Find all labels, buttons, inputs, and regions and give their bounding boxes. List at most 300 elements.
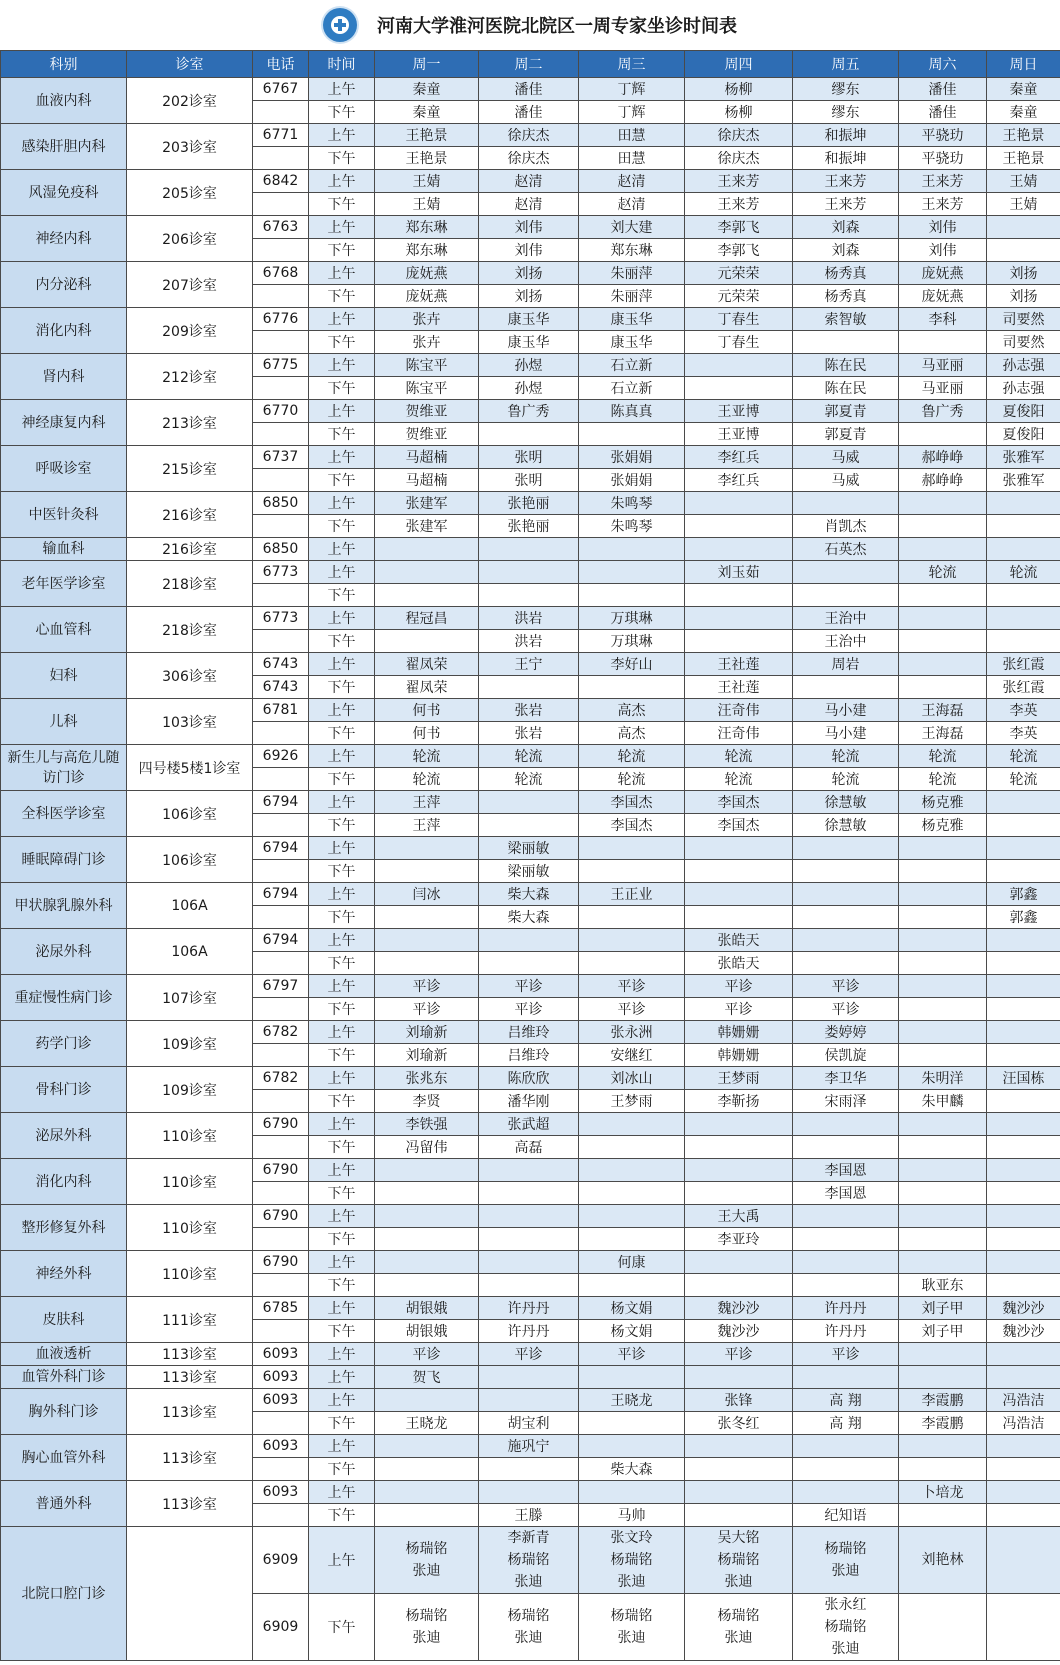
doctor-cell: 杨克雅 xyxy=(899,791,987,814)
room-cell: 110诊室 xyxy=(127,1205,253,1251)
time-cell: 下午 xyxy=(309,676,375,699)
doctor-cell: 王婧 xyxy=(375,193,479,216)
doctor-cell: 何书 xyxy=(375,699,479,722)
table-row xyxy=(1,1297,1060,1320)
doctor-cell xyxy=(987,1527,1060,1594)
doctor-cell xyxy=(987,1251,1060,1274)
doctor-cell: 贺维亚 xyxy=(375,400,479,423)
doctor-cell: 韩姗姗 xyxy=(685,1021,793,1044)
phone-cell: 6842 xyxy=(253,170,309,193)
table-row xyxy=(1,1527,1060,1594)
doctor-cell: 王滕 xyxy=(479,1504,579,1527)
phone-cell: 6737 xyxy=(253,446,309,469)
department-cell: 血液内科 xyxy=(1,78,127,124)
doctor-cell: 石立新 xyxy=(579,377,685,400)
doctor-cell: 杨秀真 xyxy=(793,262,899,285)
doctor-cell xyxy=(793,331,899,354)
doctor-cell: 杨瑞铭 张迪 xyxy=(479,1594,579,1661)
doctor-cell xyxy=(685,607,793,630)
doctor-cell xyxy=(899,929,987,952)
doctor-cell xyxy=(987,515,1060,538)
doctor-cell xyxy=(479,423,579,446)
doctor-cell xyxy=(479,1251,579,1274)
doctor-cell: 郑东琳 xyxy=(375,239,479,262)
doctor-cell xyxy=(479,584,579,607)
doctor-cell: 李卫华 xyxy=(793,1067,899,1090)
doctor-cell: 孙煜 xyxy=(479,377,579,400)
doctor-cell xyxy=(375,1435,479,1458)
table-row xyxy=(1,1159,1060,1182)
doctor-cell: 汪国栋 xyxy=(987,1067,1060,1090)
doctor-cell xyxy=(987,1594,1060,1661)
doctor-cell: 轮流 xyxy=(579,745,685,768)
doctor-cell: 徐慧敏 xyxy=(793,814,899,837)
time-cell: 上午 xyxy=(309,354,375,377)
table-row xyxy=(1,538,1060,561)
schedule-body xyxy=(1,78,1060,1661)
doctor-cell xyxy=(899,883,987,906)
doctor-cell: 张皓天 xyxy=(685,952,793,975)
doctor-cell: 徐庆杰 xyxy=(479,147,579,170)
doctor-cell xyxy=(579,1182,685,1205)
doctor-cell: 侯凯旋 xyxy=(793,1044,899,1067)
department-cell: 老年医学诊室 xyxy=(1,561,127,607)
doctor-cell: 肖凯杰 xyxy=(793,515,899,538)
doctor-cell: 康玉华 xyxy=(579,331,685,354)
doctor-cell: 徐庆杰 xyxy=(685,124,793,147)
doctor-cell xyxy=(899,331,987,354)
phone-cell xyxy=(253,1090,309,1113)
room-cell: 218诊室 xyxy=(127,607,253,653)
doctor-cell: 潘佳 xyxy=(479,78,579,101)
doctor-cell xyxy=(685,354,793,377)
doctor-cell xyxy=(987,860,1060,883)
doctor-cell xyxy=(375,837,479,860)
phone-cell xyxy=(253,952,309,975)
doctor-cell: 何康 xyxy=(579,1251,685,1274)
doctor-cell xyxy=(685,630,793,653)
doctor-cell: 王晓龙 xyxy=(375,1412,479,1435)
department-cell: 神经外科 xyxy=(1,1251,127,1297)
doctor-cell xyxy=(685,1366,793,1389)
doctor-cell xyxy=(793,883,899,906)
time-cell: 下午 xyxy=(309,193,375,216)
doctor-cell: 徐慧敏 xyxy=(793,791,899,814)
doctor-cell: 陈在民 xyxy=(793,354,899,377)
time-cell: 下午 xyxy=(309,469,375,492)
doctor-cell: 陈欣欣 xyxy=(479,1067,579,1090)
time-cell: 上午 xyxy=(309,446,375,469)
time-cell: 下午 xyxy=(309,584,375,607)
doctor-cell: 娄婷婷 xyxy=(793,1021,899,1044)
phone-cell: 6850 xyxy=(253,492,309,515)
doctor-cell xyxy=(375,1458,479,1481)
doctor-cell xyxy=(899,1228,987,1251)
doctor-cell xyxy=(579,952,685,975)
phone-cell xyxy=(253,1504,309,1527)
table-row xyxy=(1,446,1060,469)
doctor-cell: 轮流 xyxy=(899,768,987,791)
doctor-cell: 王治中 xyxy=(793,630,899,653)
doctor-cell: 康玉华 xyxy=(579,308,685,331)
doctor-cell: 司要然 xyxy=(987,331,1060,354)
department-cell: 肾内科 xyxy=(1,354,127,400)
phone-cell xyxy=(253,1274,309,1297)
doctor-cell xyxy=(685,538,793,561)
phone-cell: 6794 xyxy=(253,791,309,814)
doctor-cell xyxy=(793,1205,899,1228)
doctor-cell: 朱丽萍 xyxy=(579,262,685,285)
doctor-cell xyxy=(899,538,987,561)
time-cell: 下午 xyxy=(309,1320,375,1343)
time-cell: 上午 xyxy=(309,1527,375,1594)
doctor-cell xyxy=(579,860,685,883)
time-cell: 下午 xyxy=(309,285,375,308)
doctor-cell: 丁辉 xyxy=(579,78,685,101)
doctor-cell: 和振坤 xyxy=(793,124,899,147)
doctor-cell: 杨秀真 xyxy=(793,285,899,308)
time-cell: 上午 xyxy=(309,1389,375,1412)
doctor-cell: 王来芳 xyxy=(793,193,899,216)
column-header: 周二 xyxy=(479,51,579,78)
doctor-cell: 索智敏 xyxy=(793,308,899,331)
hospital-logo-icon xyxy=(323,8,357,42)
doctor-cell xyxy=(579,561,685,584)
room-cell: 113诊室 xyxy=(127,1343,253,1366)
phone-cell: 6850 xyxy=(253,538,309,561)
phone-cell: 6093 xyxy=(253,1343,309,1366)
doctor-cell: 王萍 xyxy=(375,814,479,837)
doctor-cell xyxy=(899,906,987,929)
doctor-cell xyxy=(375,1251,479,1274)
doctor-cell: 李国杰 xyxy=(579,791,685,814)
doctor-cell: 平诊 xyxy=(579,975,685,998)
phone-cell xyxy=(253,193,309,216)
room-cell: 107诊室 xyxy=(127,975,253,1021)
department-cell: 中医针灸科 xyxy=(1,492,127,538)
doctor-cell: 平诊 xyxy=(375,998,479,1021)
doctor-cell: 轮流 xyxy=(793,768,899,791)
time-cell: 下午 xyxy=(309,906,375,929)
doctor-cell xyxy=(685,1274,793,1297)
doctor-cell: 李英 xyxy=(987,722,1060,745)
doctor-cell: 田慧 xyxy=(579,124,685,147)
doctor-cell: 马帅 xyxy=(579,1504,685,1527)
doctor-cell xyxy=(579,1481,685,1504)
doctor-cell xyxy=(579,929,685,952)
doctor-cell: 李郭飞 xyxy=(685,239,793,262)
schedule-table xyxy=(0,50,1060,1661)
doctor-cell: 潘佳 xyxy=(899,101,987,124)
department-cell: 神经内科 xyxy=(1,216,127,262)
doctor-cell xyxy=(479,929,579,952)
doctor-cell xyxy=(987,1136,1060,1159)
table-row xyxy=(1,354,1060,377)
doctor-cell: 魏沙沙 xyxy=(685,1320,793,1343)
doctor-cell: 陈宝平 xyxy=(375,377,479,400)
phone-cell xyxy=(253,1182,309,1205)
doctor-cell: 轮流 xyxy=(685,768,793,791)
doctor-cell: 李国杰 xyxy=(685,791,793,814)
table-row xyxy=(1,1481,1060,1504)
doctor-cell: 张雅军 xyxy=(987,446,1060,469)
column-header: 周六 xyxy=(899,51,987,78)
doctor-cell xyxy=(479,676,579,699)
doctor-cell xyxy=(685,515,793,538)
doctor-cell: 杨瑞铭 张迪 xyxy=(579,1594,685,1661)
doctor-cell xyxy=(899,952,987,975)
doctor-cell: 平诊 xyxy=(579,998,685,1021)
doctor-cell xyxy=(579,1435,685,1458)
time-cell: 上午 xyxy=(309,883,375,906)
time-cell: 下午 xyxy=(309,1594,375,1661)
table-row xyxy=(1,1113,1060,1136)
doctor-cell: 李国恩 xyxy=(793,1182,899,1205)
column-header: 电话 xyxy=(253,51,309,78)
phone-cell: 6093 xyxy=(253,1435,309,1458)
table-row xyxy=(1,883,1060,906)
table-row xyxy=(1,124,1060,147)
doctor-cell: 安继红 xyxy=(579,1044,685,1067)
doctor-cell: 王来芳 xyxy=(685,170,793,193)
doctor-cell: 何书 xyxy=(375,722,479,745)
doctor-cell: 平骁玏 xyxy=(899,147,987,170)
time-cell: 上午 xyxy=(309,538,375,561)
doctor-cell xyxy=(479,1228,579,1251)
doctor-cell: 轮流 xyxy=(375,745,479,768)
doctor-cell: 纪知语 xyxy=(793,1504,899,1527)
doctor-cell: 李英 xyxy=(987,699,1060,722)
doctor-cell: 赵清 xyxy=(479,193,579,216)
doctor-cell: 杨瑞铭 张迪 xyxy=(375,1527,479,1594)
doctor-cell xyxy=(375,1274,479,1297)
phone-cell xyxy=(253,285,309,308)
doctor-cell: 高杰 xyxy=(579,722,685,745)
doctor-cell: 张娟娟 xyxy=(579,446,685,469)
doctor-cell xyxy=(899,1458,987,1481)
doctor-cell: 胡宝利 xyxy=(479,1412,579,1435)
doctor-cell xyxy=(899,515,987,538)
doctor-cell: 朱鸣琴 xyxy=(579,515,685,538)
doctor-cell xyxy=(899,492,987,515)
phone-cell xyxy=(253,906,309,929)
doctor-cell xyxy=(685,906,793,929)
doctor-cell: 李亚玲 xyxy=(685,1228,793,1251)
time-cell: 上午 xyxy=(309,1343,375,1366)
table-row xyxy=(1,170,1060,193)
doctor-cell xyxy=(375,906,479,929)
phone-cell xyxy=(253,722,309,745)
doctor-cell: 王社莲 xyxy=(685,676,793,699)
doctor-cell: 刘子甲 xyxy=(899,1320,987,1343)
doctor-cell: 刘森 xyxy=(793,216,899,239)
doctor-cell xyxy=(579,538,685,561)
doctor-cell xyxy=(987,952,1060,975)
doctor-cell: 郭夏青 xyxy=(793,423,899,446)
doctor-cell: 王来芳 xyxy=(793,170,899,193)
doctor-cell: 平诊 xyxy=(685,998,793,1021)
doctor-cell: 王婧 xyxy=(375,170,479,193)
room-cell: 207诊室 xyxy=(127,262,253,308)
time-cell: 上午 xyxy=(309,78,375,101)
doctor-cell: 杨克雅 xyxy=(899,814,987,837)
doctor-cell: 王艳景 xyxy=(375,124,479,147)
doctor-cell: 万琪琳 xyxy=(579,630,685,653)
column-header: 时间 xyxy=(309,51,375,78)
doctor-cell: 杨文娟 xyxy=(579,1320,685,1343)
doctor-cell: 张岩 xyxy=(479,722,579,745)
doctor-cell: 张艳丽 xyxy=(479,515,579,538)
doctor-cell xyxy=(479,1182,579,1205)
doctor-cell xyxy=(793,837,899,860)
doctor-cell xyxy=(375,929,479,952)
doctor-cell: 丁春生 xyxy=(685,308,793,331)
table-row xyxy=(1,78,1060,101)
phone-cell: 6771 xyxy=(253,124,309,147)
department-cell: 呼吸诊室 xyxy=(1,446,127,492)
doctor-cell: 冯留伟 xyxy=(375,1136,479,1159)
table-row xyxy=(1,1389,1060,1412)
doctor-cell: 王大禹 xyxy=(685,1205,793,1228)
doctor-cell: 杨文娟 xyxy=(579,1297,685,1320)
room-cell: 113诊室 xyxy=(127,1389,253,1435)
room-cell: 209诊室 xyxy=(127,308,253,354)
time-cell: 上午 xyxy=(309,1113,375,1136)
doctor-cell xyxy=(375,952,479,975)
doctor-cell xyxy=(987,538,1060,561)
doctor-cell: 刘伟 xyxy=(479,216,579,239)
phone-cell: 6790 xyxy=(253,1159,309,1182)
doctor-cell: 郝峥峥 xyxy=(899,446,987,469)
doctor-cell: 秦童 xyxy=(375,78,479,101)
doctor-cell: 郝峥峥 xyxy=(899,469,987,492)
doctor-cell: 杨瑞铭 张迪 xyxy=(685,1594,793,1661)
doctor-cell: 李新青 杨瑞铭 张迪 xyxy=(479,1527,579,1594)
doctor-cell xyxy=(793,1458,899,1481)
doctor-cell xyxy=(899,423,987,446)
doctor-cell xyxy=(479,1458,579,1481)
time-cell: 下午 xyxy=(309,423,375,446)
doctor-cell: 王来芳 xyxy=(685,193,793,216)
room-cell: 306诊室 xyxy=(127,653,253,699)
doctor-cell xyxy=(685,1182,793,1205)
table-row xyxy=(1,653,1060,676)
doctor-cell: 元荣荣 xyxy=(685,285,793,308)
doctor-cell xyxy=(375,1481,479,1504)
doctor-cell xyxy=(987,1090,1060,1113)
doctor-cell: 马亚丽 xyxy=(899,354,987,377)
time-cell: 下午 xyxy=(309,998,375,1021)
time-cell: 下午 xyxy=(309,1090,375,1113)
doctor-cell xyxy=(793,492,899,515)
doctor-cell: 张永红 杨瑞铭 张迪 xyxy=(793,1594,899,1661)
doctor-cell xyxy=(987,492,1060,515)
doctor-cell xyxy=(375,1205,479,1228)
doctor-cell xyxy=(987,1504,1060,1527)
doctor-cell xyxy=(987,1205,1060,1228)
phone-cell xyxy=(253,630,309,653)
column-header: 周四 xyxy=(685,51,793,78)
doctor-cell: 朱明洋 xyxy=(899,1067,987,1090)
doctor-cell: 韩姗姗 xyxy=(685,1044,793,1067)
room-cell: 109诊室 xyxy=(127,1067,253,1113)
doctor-cell: 轮流 xyxy=(793,745,899,768)
doctor-cell xyxy=(899,1366,987,1389)
doctor-cell: 魏沙沙 xyxy=(987,1297,1060,1320)
doctor-cell xyxy=(987,814,1060,837)
doctor-cell xyxy=(899,1136,987,1159)
doctor-cell xyxy=(479,1274,579,1297)
doctor-cell xyxy=(899,1594,987,1661)
room-cell: 106A xyxy=(127,929,253,975)
doctor-cell xyxy=(479,1366,579,1389)
time-cell: 下午 xyxy=(309,722,375,745)
doctor-cell: 轮流 xyxy=(987,768,1060,791)
doctor-cell: 吴大铭 杨瑞铭 张迪 xyxy=(685,1527,793,1594)
department-cell: 整形修复外科 xyxy=(1,1205,127,1251)
phone-cell: 6790 xyxy=(253,1205,309,1228)
doctor-cell: 杨柳 xyxy=(685,78,793,101)
doctor-cell: 王婧 xyxy=(987,170,1060,193)
doctor-cell xyxy=(987,630,1060,653)
doctor-cell xyxy=(685,860,793,883)
doctor-cell xyxy=(685,1435,793,1458)
doctor-cell: 卜培龙 xyxy=(899,1481,987,1504)
doctor-cell: 刘冰山 xyxy=(579,1067,685,1090)
doctor-cell: 万琪琳 xyxy=(579,607,685,630)
time-cell: 下午 xyxy=(309,1458,375,1481)
doctor-cell: 和振坤 xyxy=(793,147,899,170)
doctor-cell: 李国杰 xyxy=(579,814,685,837)
room-cell: 212诊室 xyxy=(127,354,253,400)
doctor-cell xyxy=(793,929,899,952)
room-cell: 202诊室 xyxy=(127,78,253,124)
room-cell: 103诊室 xyxy=(127,699,253,745)
doctor-cell: 缪东 xyxy=(793,78,899,101)
doctor-cell: 秦童 xyxy=(375,101,479,124)
doctor-cell: 康玉华 xyxy=(479,331,579,354)
doctor-cell xyxy=(479,561,579,584)
room-cell: 106诊室 xyxy=(127,837,253,883)
doctor-cell: 杨瑞铭 张迪 xyxy=(375,1594,479,1661)
doctor-cell: 马超楠 xyxy=(375,446,479,469)
table-row xyxy=(1,1067,1060,1090)
room-cell: 113诊室 xyxy=(127,1366,253,1389)
phone-cell: 6794 xyxy=(253,883,309,906)
phone-cell: 6773 xyxy=(253,607,309,630)
room-cell: 206诊室 xyxy=(127,216,253,262)
doctor-cell: 张卉 xyxy=(375,308,479,331)
doctor-cell xyxy=(899,837,987,860)
doctor-cell: 王梦雨 xyxy=(685,1067,793,1090)
doctor-cell xyxy=(685,1481,793,1504)
doctor-cell xyxy=(375,1182,479,1205)
doctor-cell: 汪奇伟 xyxy=(685,722,793,745)
time-cell: 下午 xyxy=(309,1504,375,1527)
table-row xyxy=(1,837,1060,860)
doctor-cell: 赵清 xyxy=(479,170,579,193)
doctor-cell: 孙志强 xyxy=(987,377,1060,400)
doctor-cell xyxy=(987,239,1060,262)
phone-cell xyxy=(253,147,309,170)
doctor-cell xyxy=(579,676,685,699)
room-cell: 106诊室 xyxy=(127,791,253,837)
department-cell: 风湿免疫科 xyxy=(1,170,127,216)
room-cell: 109诊室 xyxy=(127,1021,253,1067)
doctor-cell: 李靳扬 xyxy=(685,1090,793,1113)
time-cell: 上午 xyxy=(309,975,375,998)
doctor-cell xyxy=(987,791,1060,814)
